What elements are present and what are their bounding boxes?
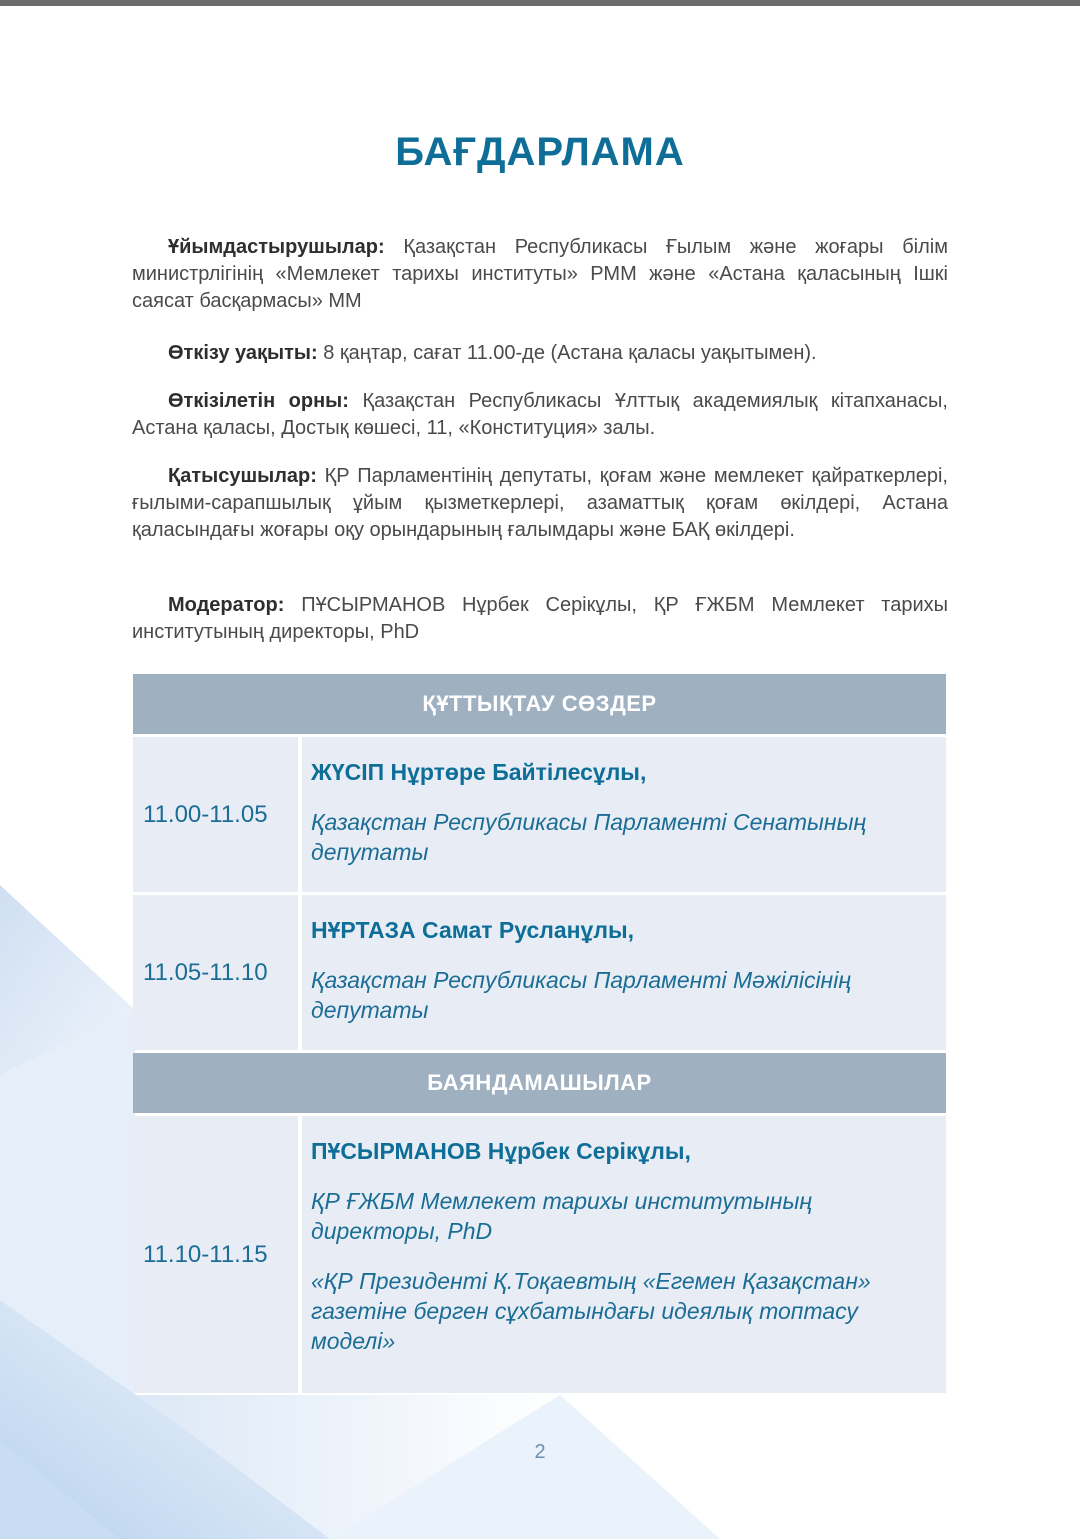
participants-paragraph <box>132 463 948 544</box>
page-title: БАҒДАРЛАМА <box>395 130 685 174</box>
table-row <box>133 1116 946 1393</box>
venue-text: Қазақстан Республикасы Ұлттық академиялық кітапханасы, Астана қаласы, Достық көшесі, 11, «Конституция» залы. <box>132 390 948 439</box>
speaker-name: ПҰСЫРМАНОВ Нұрбек Серікұлы, <box>311 1138 691 1164</box>
speaker-cell <box>302 895 946 1050</box>
section-header-greetings: ҚҰТТЫҚТАУ СӨЗДЕР <box>133 674 946 734</box>
time-cell: 11.10-11.15 <box>133 1116 298 1393</box>
participants-text: ҚР Парламентінің депутаты, қоғам және мемлекет қайраткерлері, ғылыми-сарапшылық ұйым қызметкерлері, азаматтық қоғам өкілдері, Астана қаласындағы жоғары оқу орындарының ғалымдары және БАҚ өкілдері. <box>132 465 948 541</box>
speaker-role: Қазақстан Республикасы Парламенті Мәжілісінің депутаты <box>311 967 851 1023</box>
time-cell: 11.00-11.05 <box>133 737 298 892</box>
moderator-paragraph <box>132 592 948 646</box>
moderator-text: ПҰСЫРМАНОВ Нұрбек Серікұлы, ҚР ҒЖБМ Мемлекет тарихы институтының директоры, PhD <box>132 594 949 643</box>
speaker-cell <box>302 1116 946 1393</box>
speaker-name: НҰРТАЗА Самат Русланұлы, <box>311 917 634 943</box>
page-number: 2 <box>534 1441 546 1463</box>
venue-label: Өткізілетін орны: <box>168 390 349 412</box>
organizers-label: Ұйымдастырушылар: <box>168 236 385 258</box>
time-text: 8 қаңтар, сағат 11.00-де (Астана қаласы уақытымен). <box>323 342 817 364</box>
participants-label: Қатысушылар: <box>168 465 317 487</box>
speaker-role: ҚР ҒЖБМ Мемлекет тарихы институтының директоры, PhD <box>311 1188 813 1244</box>
table-row <box>133 895 946 1050</box>
section-header-speakers: БАЯНДАМАШЫЛАР <box>133 1053 946 1113</box>
time-cell: 11.05-11.10 <box>133 895 298 1050</box>
speaker-topic: «ҚР Президенті Қ.Тоқаевтың «Егемен Қазақстан» газетіне берген сұхбатындағы идеялық топтасу моделі» <box>311 1268 871 1354</box>
moderator-label: Модератор: <box>168 594 285 616</box>
speaker-name: ЖҮСІП Нұртөре Байтілесұлы, <box>311 759 647 785</box>
organizers-text: Қазақстан Республикасы Ғылым және жоғары білім министрлігінің «Мемлекет тарихы институты» РММ және «Астана қаласының Ішкі саясат басқармасы» ММ <box>132 236 948 312</box>
time-label: Өткізу уақыты: <box>168 342 318 364</box>
venue-paragraph <box>132 388 948 442</box>
speaker-cell <box>302 737 946 892</box>
schedule-table <box>133 674 946 1393</box>
time-paragraph <box>132 340 948 367</box>
organizers-paragraph <box>132 234 948 315</box>
speaker-role: Қазақстан Республикасы Парламенті Сенатының депутаты <box>311 809 867 865</box>
table-row <box>133 737 946 892</box>
